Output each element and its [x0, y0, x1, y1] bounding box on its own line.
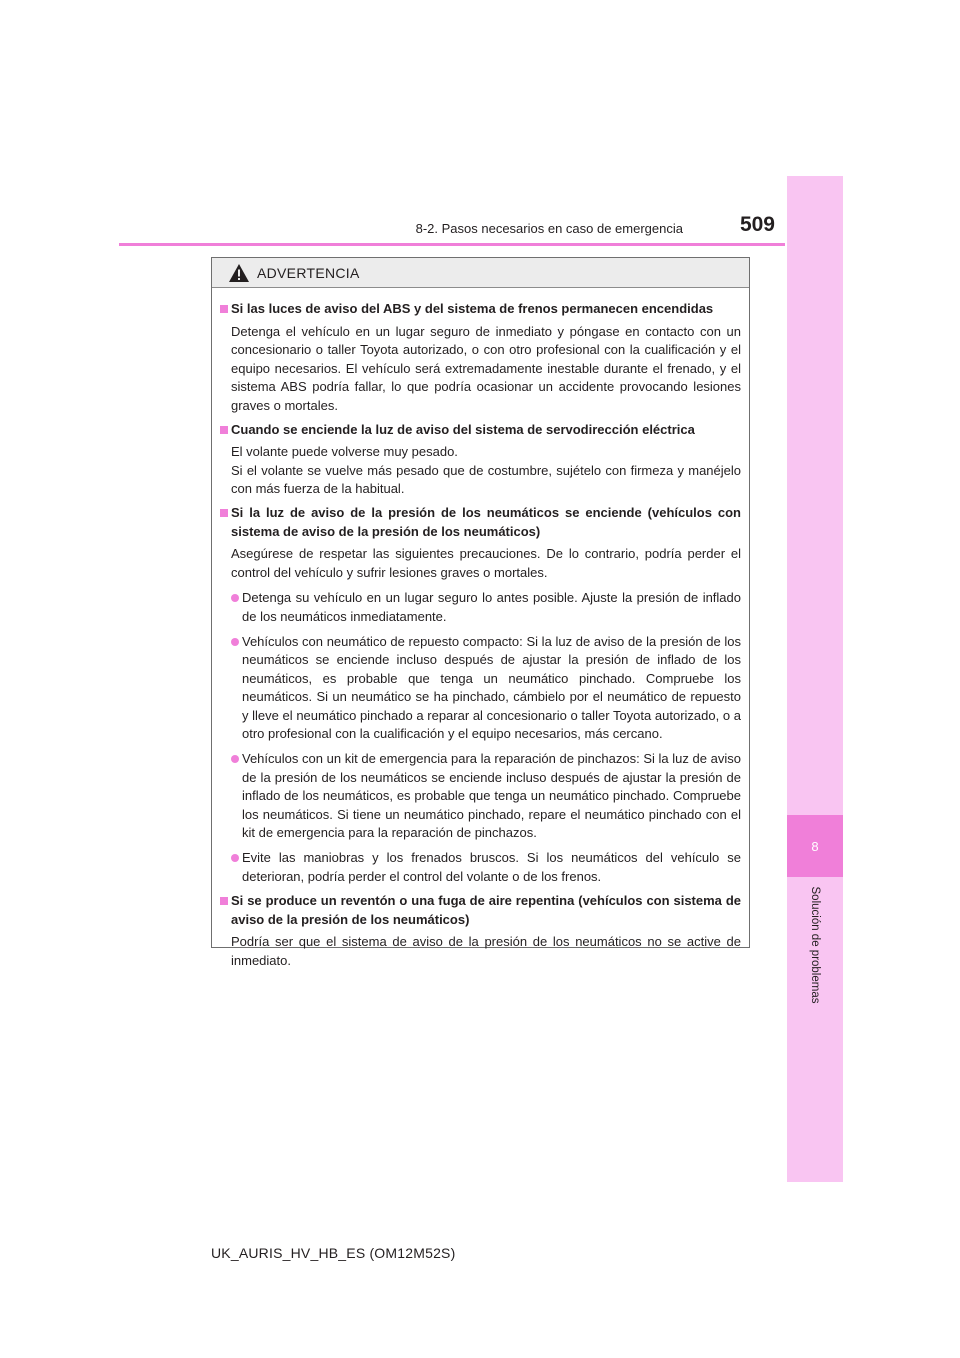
- round-bullet-icon: [231, 854, 239, 862]
- side-chapter-title: Solución de problemas: [809, 886, 821, 1004]
- warning-triangle-icon: [228, 263, 250, 283]
- list-item-text: Vehículos con neumático de repuesto compacto: Si la luz de aviso de la presión de los neumáticos se enciende incluso después de ajustar la presión de inflado de los neumáticos, es probable que tenga un neumático pinchado. Compruebe los neumáticos. Si un neumático se ha pinchado, cámbielo por el neumático de repuesto y lleve el neumático pinchado a reparar al concesionario o taller Toyota autorizado, o a otro profesional con la cualificación y el equipo necesarios, más cercano.: [242, 633, 741, 742]
- side-tab: [787, 176, 843, 1182]
- round-bullet-icon: [231, 638, 239, 646]
- section-title: [220, 892, 741, 929]
- section-title-text: Si se produce un reventón o una fuga de aire repentina (vehículos con sistema de aviso de la presión de los neumáticos): [231, 893, 741, 927]
- footer-manual-code: UK_AURIS_HV_HB_ES (OM12M52S): [211, 1245, 456, 1261]
- square-bullet-icon: [220, 897, 228, 905]
- square-bullet-icon: [220, 305, 228, 313]
- list-item-text: Evite las maniobras y los frenados bruscos. Si los neumáticos del vehículo se deterioran, podría perder el control del volante o de los frenos.: [242, 850, 741, 884]
- section-paragraph: Asegúrese de respetar las siguientes precauciones. De lo contrario, podría perder el control del vehículo y sufrir lesiones graves o mortales.: [231, 546, 741, 580]
- list-item: [220, 750, 741, 843]
- list-item: [220, 633, 741, 745]
- section-title: [220, 421, 741, 440]
- section-title: [220, 300, 741, 319]
- section-title-text: Si la luz de aviso de la presión de los neumáticos se enciende (vehículos con sistema de aviso de la presión de los neumáticos): [231, 504, 741, 539]
- round-bullet-icon: [231, 755, 239, 763]
- side-chapter-number: 8: [787, 815, 843, 877]
- warning-box: [211, 257, 750, 968]
- square-bullet-icon: [220, 509, 228, 517]
- header-section-title: 8-2. Pasos necesarios en caso de emergencia: [415, 221, 683, 236]
- section-title-text: Si las luces de aviso del ABS y del sistema de frenos permanecen encendidas: [231, 301, 714, 316]
- header-rule: [119, 243, 785, 246]
- round-bullet-icon: [231, 594, 239, 602]
- list-item-text: Detenga su vehículo en un lugar seguro lo antes posible. Ajuste la presión de inflado de los neumáticos inmediatamente.: [242, 590, 741, 624]
- section-paragraph: Si el volante se vuelve más pesado que de costumbre, sujételo con firmeza y manéjelo con más fuerza de la habitual.: [231, 462, 741, 497]
- square-bullet-icon: [220, 426, 228, 434]
- list-item: [220, 849, 741, 886]
- section-title-text: Cuando se enciende la luz de aviso del sistema de servodirección eléctrica: [231, 421, 695, 437]
- page-number: 509: [739, 213, 775, 236]
- section-paragraph: Podría ser que el sistema de aviso de la presión de los neumáticos no se active de inmediato.: [231, 934, 741, 968]
- warning-body: [212, 288, 749, 971]
- section-paragraph: Detenga el vehículo en un lugar seguro de inmediato y póngase en contacto con un concesionario o taller Toyota autorizado, o con otro profesional con la cualificación y el equipo necesarios. El vehículo será extremadamente inestable durante el frenado, y el sistema ABS podría fallar, lo que podría ocasionar un accidente provocando lesiones graves o mortales.: [231, 323, 741, 413]
- list-item-text: Vehículos con un kit de emergencia para la reparación de pinchazos: Si la luz de aviso de la presión de los neumáticos se enciende incluso después de ajustar la presión de inflado de los neumáticos, es probable que tenga un neumático pinchado. Compruebe los neumáticos. Si tiene un neumático pinchado, repare el neumático pinchado con el kit de emergencia para la reparación de pinchazos.: [242, 751, 741, 841]
- list-item: [220, 589, 741, 626]
- warning-header: [212, 258, 749, 288]
- section-paragraph: El volante puede volverse muy pesado.: [231, 444, 458, 460]
- warning-heading: ADVERTENCIA: [257, 264, 360, 281]
- section-title: [220, 504, 741, 541]
